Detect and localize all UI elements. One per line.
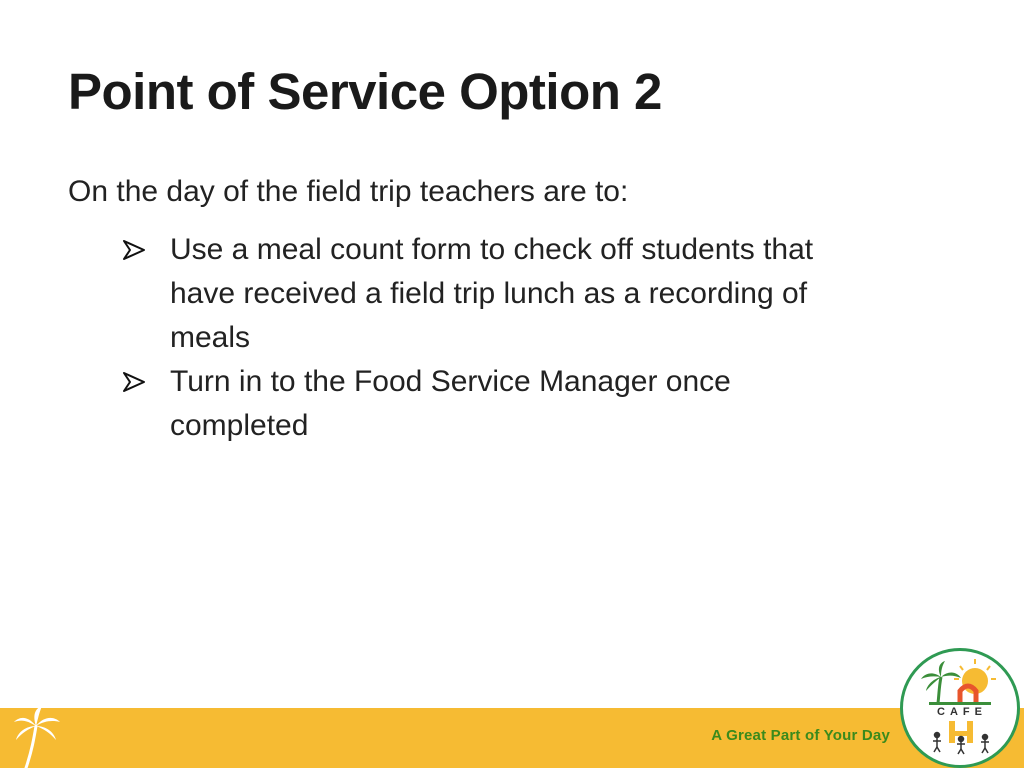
- cafe-logo: [900, 648, 1020, 768]
- bullet-line: completed: [170, 409, 309, 442]
- palm-tree-icon: [12, 706, 62, 768]
- arrow-bullet-icon: [122, 371, 146, 393]
- cafe-logo-text: CAFE: [937, 706, 987, 718]
- bullet-list: [120, 228, 920, 448]
- bullet-line: Turn in to the Food Service Manager once: [170, 365, 731, 398]
- footer-tagline: A Great Part of Your Day: [711, 727, 890, 744]
- slide-title: Point of Service Option 2: [68, 63, 662, 120]
- bullet-item: [120, 360, 920, 448]
- arrow-bullet-icon: [122, 239, 146, 261]
- bullet-line: Use a meal count form to check off students that: [170, 233, 814, 266]
- bullet-item: [120, 228, 920, 360]
- intro-text: On the day of the field trip teachers are to:: [68, 175, 629, 208]
- bullet-line: meals: [170, 321, 251, 354]
- bullet-line: have received a field trip lunch as a recording of: [170, 277, 808, 310]
